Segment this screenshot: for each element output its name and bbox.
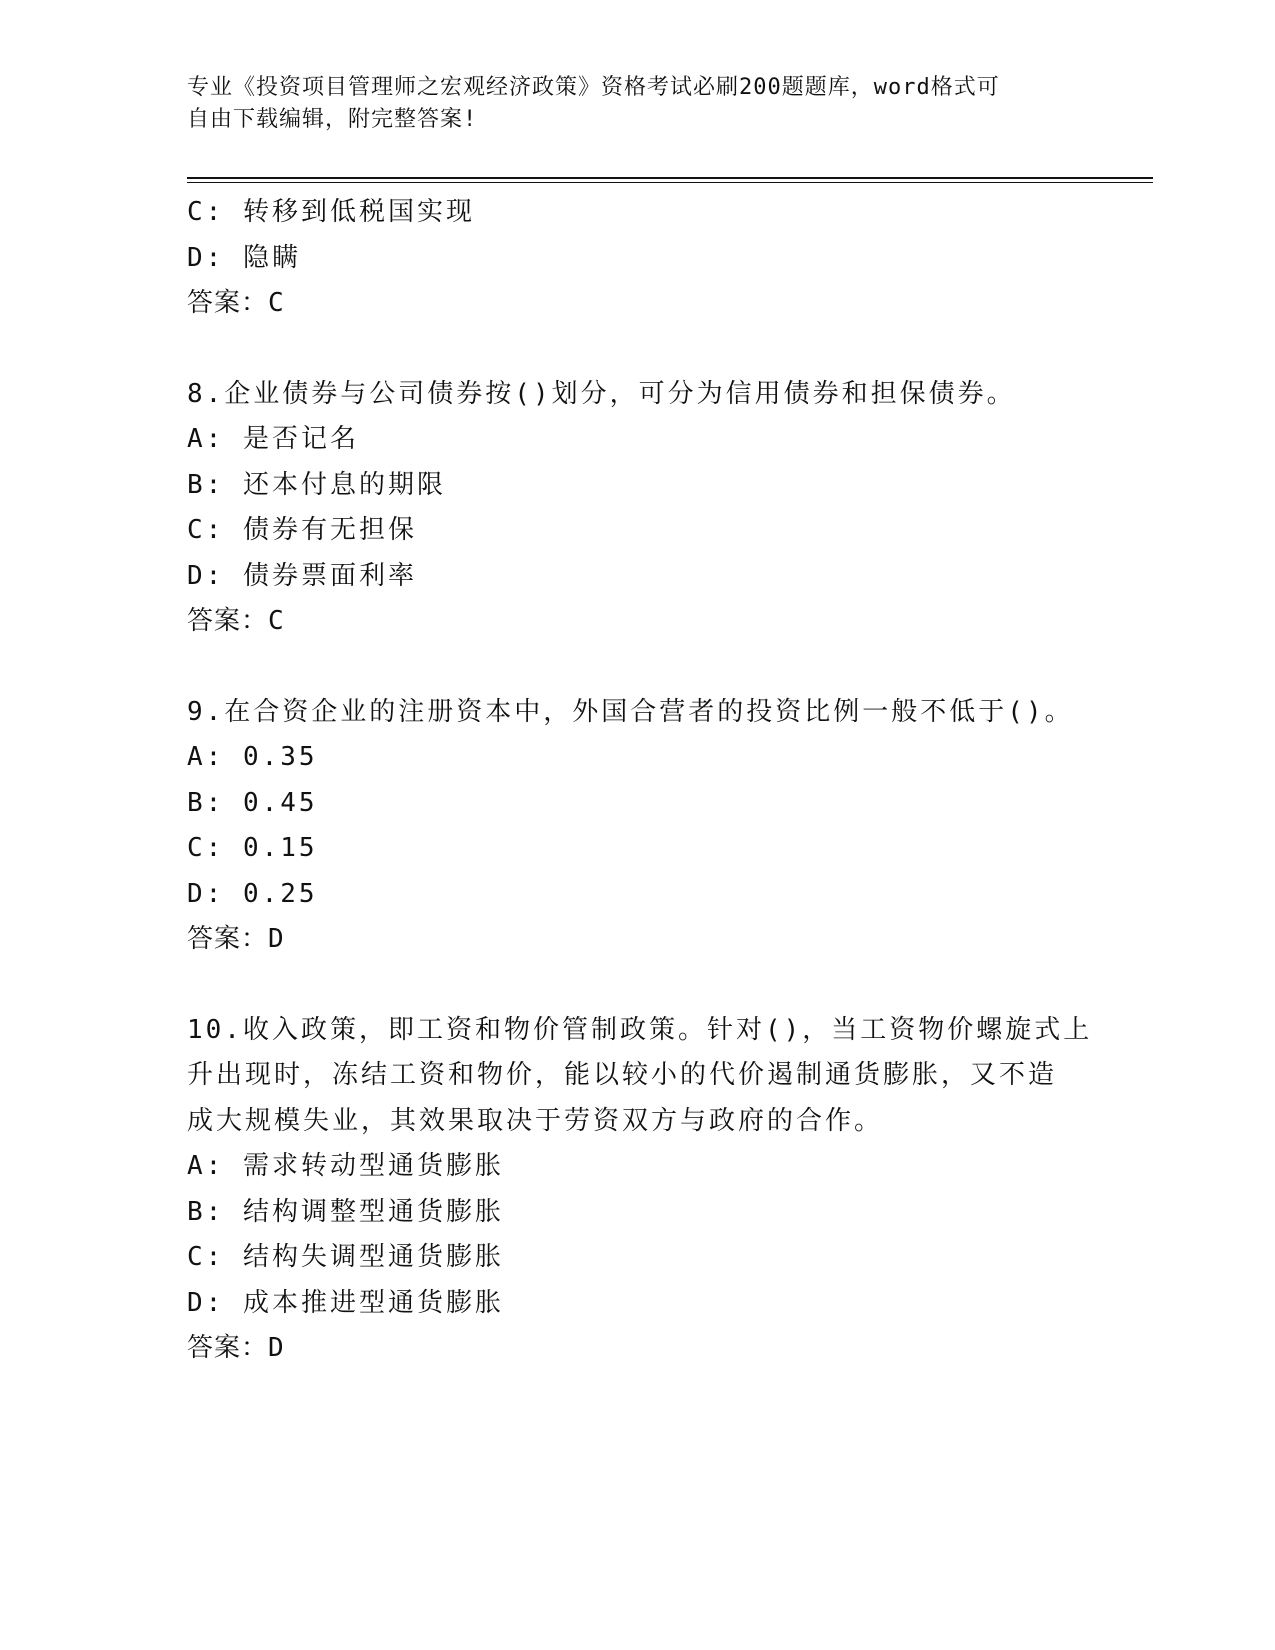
option-c: C: 债券有无担保: [187, 515, 417, 545]
option-d: D: 隐瞒: [187, 242, 301, 273]
question-block-prev: [187, 190, 1087, 327]
option-d: D: 成本推进型通货膨胀: [187, 1287, 504, 1318]
option-d: D: 债券票面利率: [187, 560, 417, 591]
option-d: D: 0.25: [187, 878, 318, 909]
option-c: C: 0.15: [187, 833, 318, 863]
option-b: B: 结构调整型通货膨胀: [187, 1196, 504, 1227]
option-c: C: 结构失调型通货膨胀: [187, 1242, 504, 1272]
question-text-line-2: 升出现时，冻结工资和物价，能以较小的代价遏制通货膨胀，又不造: [187, 1060, 1058, 1090]
question-text-line-1: 10.收入政策，即工资和物价管制政策。针对()，当工资物价螺旋式上: [187, 1014, 1093, 1045]
option-a: A: 需求转动型通货膨胀: [187, 1151, 504, 1181]
option-a: A: 是否记名: [187, 424, 359, 454]
question-text: 9.在合资企业的注册资本中，外国合营者的投资比例一般不低于()。: [187, 696, 1074, 727]
header-rule-thin: [187, 182, 1153, 183]
question-text-line-3: 成大规模失业，其效果取决于劳资双方与政府的合作。: [187, 1105, 884, 1136]
question-block-8: [187, 372, 1087, 645]
question-list: [187, 190, 1093, 1372]
answer-line: 答案：C: [187, 288, 285, 318]
page-header: [187, 72, 1067, 136]
option-b: B: 还本付息的期限: [187, 469, 446, 500]
question-block-10: [187, 1008, 1093, 1372]
option-b: B: 0.45: [187, 787, 318, 818]
option-a: A: 0.35: [187, 742, 318, 772]
answer-line: 答案：D: [187, 924, 285, 954]
header-line-1: 专业《投资项目管理师之宏观经济政策》资格考试必刷200题题库，word格式可: [187, 75, 1000, 100]
question-block-9: [187, 690, 1087, 963]
header-rule-thick: [187, 177, 1153, 179]
header-line-2: 自由下载编辑，附完整答案!: [187, 107, 478, 132]
option-c: C: 转移到低税国实现: [187, 197, 475, 227]
answer-line: 答案：D: [187, 1333, 285, 1363]
question-text: 8.企业债券与公司债券按()划分，可分为信用债券和担保债券。: [187, 378, 1016, 409]
answer-line: 答案：C: [187, 606, 285, 636]
